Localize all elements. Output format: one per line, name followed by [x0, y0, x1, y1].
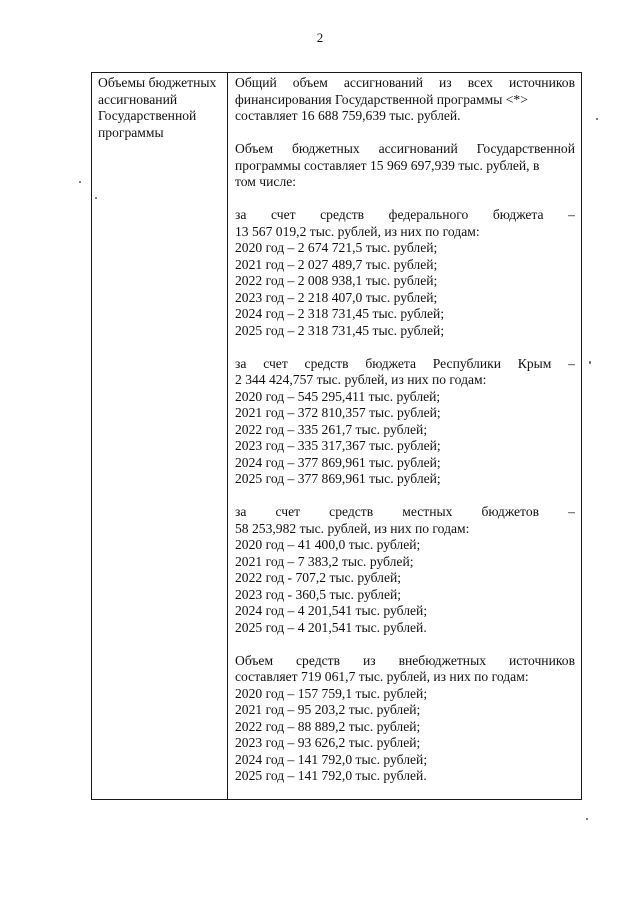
row-content-cell: [228, 73, 582, 800]
year-line: 2024 год – 2 318 731,45 тыс. рублей;: [235, 306, 445, 321]
text-line: 2 344 424,757 тыс. рублей, из них по годам:: [235, 372, 487, 387]
year-line: 2020 год – 2 674 721,5 тыс. рублей;: [235, 240, 438, 255]
justified-word: счет: [270, 207, 296, 222]
justified-word: из: [362, 652, 376, 668]
justified-word: средств: [296, 652, 341, 668]
year-line: 2021 год – 372 810,357 тыс. рублей;: [235, 405, 441, 420]
justified-word: Объем: [235, 652, 274, 668]
justified-line: [235, 356, 575, 373]
year-line: 2021 год – 2 027 489,7 тыс. рублей;: [235, 256, 438, 272]
justified-word: бюджетных: [291, 141, 360, 156]
justified-word: из: [439, 75, 452, 90]
crimea-budget-paragraph: [235, 356, 575, 488]
text-line: составляет 16 688 759,639 тыс. рублей.: [235, 108, 461, 123]
justified-word: за: [235, 207, 247, 222]
justified-word: средств: [320, 207, 365, 222]
justified-word: Крым: [517, 355, 552, 371]
justified-word: всех: [467, 75, 493, 90]
year-line: 2021 год – 95 203,2 тыс. рублей;: [235, 702, 421, 717]
justified-word: за: [235, 504, 247, 519]
justified-word: объем: [292, 75, 328, 90]
justified-word: –: [568, 207, 575, 222]
local-budgets-paragraph: [235, 504, 575, 636]
year-line: 2020 год – 157 759,1 тыс. рублей;: [235, 685, 428, 701]
justified-word: местных: [402, 504, 453, 519]
justified-word: источников: [508, 652, 575, 668]
justified-word: средств: [304, 355, 349, 371]
justified-word: средств: [329, 504, 374, 519]
year-line: 2025 год – 2 318 731,45 тыс. рублей;: [235, 322, 445, 338]
justified-line: [235, 141, 575, 158]
justified-word: Республики: [432, 355, 501, 371]
year-line: 2025 год – 377 869,961 тыс. рублей;: [235, 471, 441, 486]
row-label-line: программы: [98, 124, 164, 140]
justified-word: Объем: [235, 141, 274, 156]
justified-word: ассигнований: [343, 75, 423, 90]
justified-word: –: [568, 355, 575, 371]
justified-word: ассигнований: [378, 141, 458, 156]
year-line: 2024 год – 4 201,541 тыс. рублей;: [235, 603, 428, 618]
justified-word: федерального: [388, 207, 469, 222]
justified-word: бюджетов: [481, 504, 540, 519]
justified-word: внебюджетных: [398, 652, 486, 668]
year-line: 2022 год – 88 889,2 тыс. рублей;: [235, 718, 421, 734]
year-line: 2022 год - 707,2 тыс. рублей;: [235, 570, 402, 585]
justified-word: источников: [508, 75, 575, 90]
year-line: 2023 год – 2 218 407,0 тыс. рублей;: [235, 289, 438, 305]
text-line: составляет 719 061,7 тыс. рублей, из них по годам:: [235, 669, 529, 684]
year-line: 2023 год - 360,5 тыс. рублей;: [235, 586, 402, 602]
scan-speck: [79, 181, 81, 183]
text-line: финансирования Государственной программы <*>: [235, 91, 528, 107]
justified-line: [235, 653, 575, 670]
year-line: 2021 год – 7 383,2 тыс. рублей;: [235, 553, 414, 569]
row-label-cell: [92, 73, 228, 800]
year-line: 2025 год – 4 201,541 тыс. рублей.: [235, 619, 427, 635]
extrabudgetary-paragraph: [235, 653, 575, 785]
justified-word: бюджета: [492, 207, 544, 222]
justified-line: [235, 207, 575, 224]
justified-word: Общий: [235, 75, 277, 90]
year-line: 2023 год – 93 626,2 тыс. рублей;: [235, 735, 421, 750]
year-line: 2020 год – 545 295,411 тыс. рублей;: [235, 388, 441, 404]
justified-word: за: [235, 355, 247, 371]
federal-budget-paragraph: [235, 207, 575, 339]
scan-speck: [589, 361, 591, 364]
year-line: 2022 год – 2 008 938,1 тыс. рублей;: [235, 273, 438, 288]
justified-line: [235, 75, 575, 92]
year-line: 2024 год – 377 869,961 тыс. рублей;: [235, 454, 441, 470]
row-label-line: Объемы бюджетных: [98, 75, 217, 90]
row-label-line: ассигнований: [98, 91, 178, 107]
justified-word: бюджета: [365, 355, 417, 371]
page-number: 2: [316, 30, 324, 45]
justified-word: счет: [275, 504, 301, 519]
year-line: 2023 год – 335 317,367 тыс. рублей;: [235, 438, 441, 453]
budget-allocations-paragraph: [235, 141, 575, 191]
year-line: 2025 год – 141 792,0 тыс. рублей.: [235, 768, 427, 783]
total-allocations-paragraph: [235, 75, 575, 125]
justified-word: Государственной: [476, 141, 575, 156]
budget-allocation-table: [91, 72, 582, 800]
text-line: том числе:: [235, 174, 297, 189]
text-line: 58 253,982 тыс. рублей, из них по годам:: [235, 520, 470, 536]
table-row: [92, 73, 582, 800]
text-line: 13 567 019,2 тыс. рублей, из них по годам:: [235, 223, 480, 239]
scan-speck: [586, 818, 588, 820]
row-label-line: Государственной: [98, 108, 197, 123]
justified-line: [235, 504, 575, 521]
text-line: программы составляет 15 969 697,939 тыс. рублей, в: [235, 157, 540, 173]
year-line: 2020 год – 41 400,0 тыс. рублей;: [235, 537, 421, 552]
justified-word: –: [568, 504, 575, 519]
year-line: 2024 год – 141 792,0 тыс. рублей;: [235, 751, 428, 767]
justified-word: счет: [263, 355, 288, 371]
year-line: 2022 год – 335 261,7 тыс. рублей;: [235, 421, 428, 437]
scan-speck: [596, 118, 598, 120]
